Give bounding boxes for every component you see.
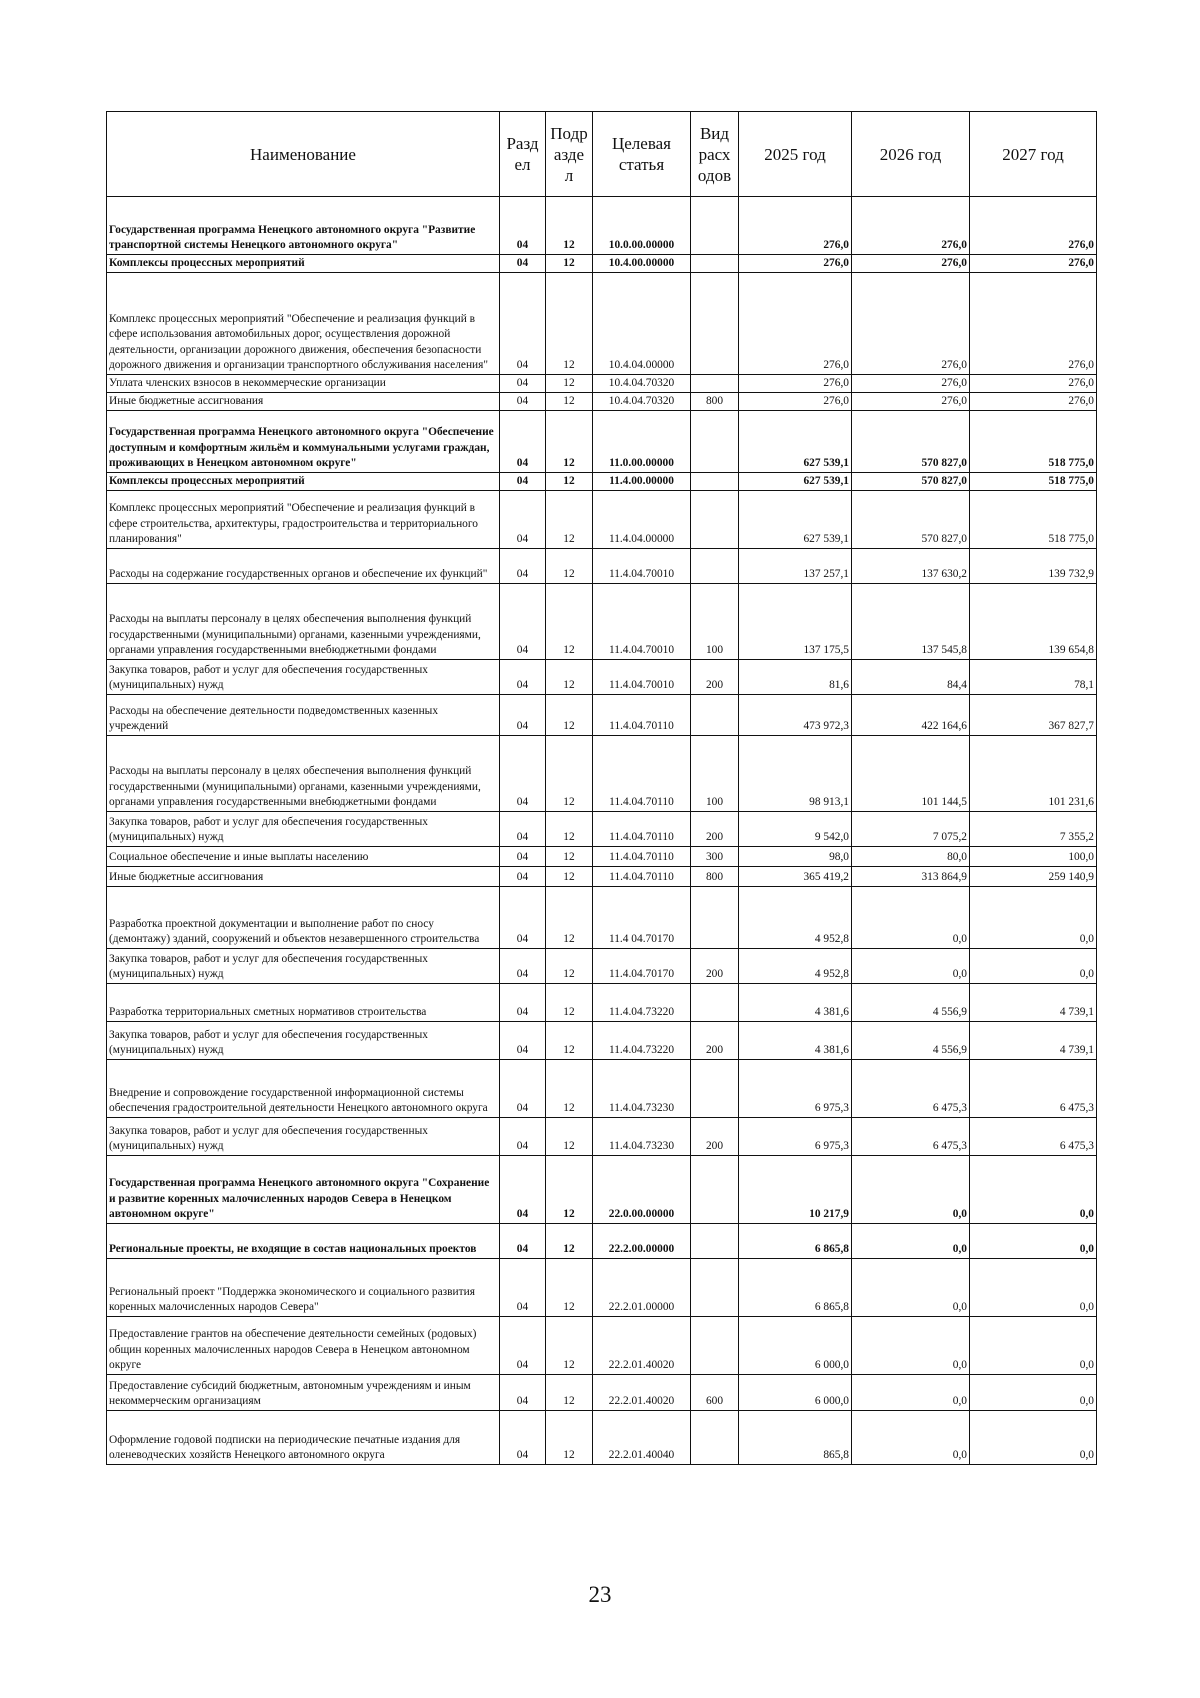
row-expense-type: 200 bbox=[691, 660, 739, 695]
row-subsection: 12 bbox=[546, 984, 593, 1022]
row-target: 11.4.04.70110 bbox=[593, 736, 691, 812]
row-section: 04 bbox=[500, 584, 546, 660]
row-expense-type bbox=[691, 1259, 739, 1317]
row-2025: 4 381,6 bbox=[739, 1022, 852, 1060]
row-target: 11.4.04.70110 bbox=[593, 695, 691, 736]
table-row bbox=[107, 1317, 1097, 1375]
row-name: Уплата членских взносов в некоммерческие организации bbox=[107, 375, 500, 393]
row-subsection: 12 bbox=[546, 584, 593, 660]
row-expense-type bbox=[691, 273, 739, 375]
row-name: Закупка товаров, работ и услуг для обеспечения государственных (муниципальных) нужд bbox=[107, 1022, 500, 1060]
row-2027: 518 775,0 bbox=[970, 491, 1097, 549]
row-subsection: 12 bbox=[546, 695, 593, 736]
row-expense-type bbox=[691, 411, 739, 473]
row-section: 04 bbox=[500, 1224, 546, 1259]
row-2027: 0,0 bbox=[970, 1375, 1097, 1411]
row-name: Расходы на содержание государственных органов и обеспечение их функций" bbox=[107, 549, 500, 584]
row-section: 04 bbox=[500, 375, 546, 393]
header-subsection: Подр азде л bbox=[546, 112, 593, 197]
row-expense-type bbox=[691, 375, 739, 393]
row-name: Комплексы процессных мероприятий bbox=[107, 255, 500, 273]
row-2026: 276,0 bbox=[852, 393, 970, 411]
row-2025: 276,0 bbox=[739, 197, 852, 255]
row-name: Региональный проект "Поддержка экономического и социального развития коренных малочисленных народов Севера" bbox=[107, 1259, 500, 1317]
row-name: Расходы на выплаты персоналу в целях обеспечения выполнения функций государственными (муниципальными) органами, казенными учреждениями, органами управления государственными внебюджетными фондами bbox=[107, 736, 500, 812]
row-expense-type: 800 bbox=[691, 393, 739, 411]
row-section: 04 bbox=[500, 867, 546, 887]
row-section: 04 bbox=[500, 473, 546, 491]
row-2026: 0,0 bbox=[852, 1224, 970, 1259]
row-2026: 0,0 bbox=[852, 887, 970, 949]
row-2026: 570 827,0 bbox=[852, 473, 970, 491]
row-subsection: 12 bbox=[546, 1060, 593, 1118]
row-section: 04 bbox=[500, 549, 546, 584]
row-2027: 0,0 bbox=[970, 1224, 1097, 1259]
row-name: Закупка товаров, работ и услуг для обеспечения государственных (муниципальных) нужд bbox=[107, 949, 500, 984]
row-section: 04 bbox=[500, 491, 546, 549]
row-section: 04 bbox=[500, 736, 546, 812]
table-row bbox=[107, 1259, 1097, 1317]
row-2027: 276,0 bbox=[970, 393, 1097, 411]
row-target: 10.0.00.00000 bbox=[593, 197, 691, 255]
row-2027: 518 775,0 bbox=[970, 411, 1097, 473]
table-row bbox=[107, 491, 1097, 549]
row-expense-type: 300 bbox=[691, 847, 739, 867]
header-2027: 2027 год bbox=[970, 112, 1097, 197]
row-section: 04 bbox=[500, 1060, 546, 1118]
row-subsection: 12 bbox=[546, 1317, 593, 1375]
row-2026: 0,0 bbox=[852, 1375, 970, 1411]
row-target: 22.2.01.40040 bbox=[593, 1411, 691, 1465]
row-name: Государственная программа Ненецкого автономного округа "Развитие транспортной системы Ненецкого автономного округа" bbox=[107, 197, 500, 255]
row-expense-type: 100 bbox=[691, 736, 739, 812]
row-expense-type: 200 bbox=[691, 1022, 739, 1060]
table-row bbox=[107, 255, 1097, 273]
row-section: 04 bbox=[500, 1375, 546, 1411]
row-2026: 7 075,2 bbox=[852, 812, 970, 847]
row-2025: 4 381,6 bbox=[739, 984, 852, 1022]
page-number: 23 bbox=[588, 1582, 612, 1607]
row-section: 04 bbox=[500, 255, 546, 273]
row-subsection: 12 bbox=[546, 812, 593, 847]
row-subsection: 12 bbox=[546, 411, 593, 473]
table-row bbox=[107, 584, 1097, 660]
row-2025: 6 975,3 bbox=[739, 1118, 852, 1156]
row-expense-type bbox=[691, 197, 739, 255]
table-row bbox=[107, 736, 1097, 812]
row-section: 04 bbox=[500, 273, 546, 375]
row-subsection: 12 bbox=[546, 255, 593, 273]
row-target: 22.2.00.00000 bbox=[593, 1224, 691, 1259]
row-target: 11.4.04.70010 bbox=[593, 549, 691, 584]
row-2025: 4 952,8 bbox=[739, 887, 852, 949]
row-expense-type bbox=[691, 1156, 739, 1224]
row-2027: 518 775,0 bbox=[970, 473, 1097, 491]
row-subsection: 12 bbox=[546, 491, 593, 549]
table-row bbox=[107, 549, 1097, 584]
row-name: Предоставление грантов на обеспечение деятельности семейных (родовых) общин коренных малочисленных народов Севера в Ненецком автономном округе bbox=[107, 1317, 500, 1375]
row-section: 04 bbox=[500, 887, 546, 949]
row-name: Оформление годовой подписки на периодические печатные издания для оленеводческих хозяйств Ненецкого автономного округа bbox=[107, 1411, 500, 1465]
row-2027: 276,0 bbox=[970, 375, 1097, 393]
row-target: 11.4.04.73220 bbox=[593, 984, 691, 1022]
header-target: Целевая статья bbox=[593, 112, 691, 197]
row-subsection: 12 bbox=[546, 473, 593, 491]
row-section: 04 bbox=[500, 1118, 546, 1156]
row-name: Региональные проекты, не входящие в состав национальных проектов bbox=[107, 1224, 500, 1259]
row-section: 04 bbox=[500, 1022, 546, 1060]
row-2025: 6 975,3 bbox=[739, 1060, 852, 1118]
row-2025: 473 972,3 bbox=[739, 695, 852, 736]
row-target: 10.4.04.00000 bbox=[593, 273, 691, 375]
row-target: 11.4.04.00000 bbox=[593, 491, 691, 549]
row-subsection: 12 bbox=[546, 393, 593, 411]
row-2026: 0,0 bbox=[852, 949, 970, 984]
row-target: 11.4.04.70010 bbox=[593, 584, 691, 660]
table-row bbox=[107, 1411, 1097, 1465]
table-row bbox=[107, 197, 1097, 255]
row-expense-type bbox=[691, 1060, 739, 1118]
row-expense-type bbox=[691, 887, 739, 949]
row-expense-type bbox=[691, 695, 739, 736]
row-2027: 276,0 bbox=[970, 197, 1097, 255]
row-target: 11.4.04.70110 bbox=[593, 847, 691, 867]
row-2027: 139 732,9 bbox=[970, 549, 1097, 584]
row-target: 11.4.04.73230 bbox=[593, 1060, 691, 1118]
row-expense-type: 600 bbox=[691, 1375, 739, 1411]
row-2027: 0,0 bbox=[970, 887, 1097, 949]
row-2025: 276,0 bbox=[739, 273, 852, 375]
row-2025: 276,0 bbox=[739, 393, 852, 411]
row-2025: 276,0 bbox=[739, 255, 852, 273]
row-2025: 6 000,0 bbox=[739, 1317, 852, 1375]
table-row bbox=[107, 375, 1097, 393]
row-2026: 276,0 bbox=[852, 375, 970, 393]
row-2027: 6 475,3 bbox=[970, 1118, 1097, 1156]
row-section: 04 bbox=[500, 1156, 546, 1224]
row-subsection: 12 bbox=[546, 1259, 593, 1317]
row-target: 11.4.04.73230 bbox=[593, 1118, 691, 1156]
row-subsection: 12 bbox=[546, 949, 593, 984]
row-2026: 313 864,9 bbox=[852, 867, 970, 887]
row-expense-type: 200 bbox=[691, 949, 739, 984]
row-subsection: 12 bbox=[546, 1224, 593, 1259]
row-2027: 0,0 bbox=[970, 949, 1097, 984]
table-body bbox=[107, 197, 1097, 1465]
row-subsection: 12 bbox=[546, 1118, 593, 1156]
table-row bbox=[107, 847, 1097, 867]
row-2026: 80,0 bbox=[852, 847, 970, 867]
row-2025: 365 419,2 bbox=[739, 867, 852, 887]
row-target: 11.4.04.70170 bbox=[593, 949, 691, 984]
row-2026: 137 545,8 bbox=[852, 584, 970, 660]
header-2025: 2025 год bbox=[739, 112, 852, 197]
table-row bbox=[107, 1224, 1097, 1259]
row-target: 11.4.04.70110 bbox=[593, 812, 691, 847]
row-name: Комплекс процессных мероприятий "Обеспечение и реализация функций в сфере строительства, архитектуры, градостроительства и территориального планирования" bbox=[107, 491, 500, 549]
row-2027: 139 654,8 bbox=[970, 584, 1097, 660]
row-subsection: 12 bbox=[546, 1411, 593, 1465]
row-section: 04 bbox=[500, 660, 546, 695]
row-expense-type bbox=[691, 549, 739, 584]
row-target: 22.2.01.40020 bbox=[593, 1317, 691, 1375]
header-expense-type: Вид расх одов bbox=[691, 112, 739, 197]
table-row bbox=[107, 273, 1097, 375]
row-2025: 98 913,1 bbox=[739, 736, 852, 812]
row-2026: 6 475,3 bbox=[852, 1060, 970, 1118]
row-2027: 367 827,7 bbox=[970, 695, 1097, 736]
row-name: Разработка проектной документации и выполнение работ по сносу (демонтажу) зданий, сооружений и объектов незавершенного строительства bbox=[107, 887, 500, 949]
row-2026: 0,0 bbox=[852, 1259, 970, 1317]
row-subsection: 12 bbox=[546, 847, 593, 867]
row-subsection: 12 bbox=[546, 887, 593, 949]
row-name: Государственная программа Ненецкого автономного округа "Сохранение и развитие коренных малочисленных народов Севера в Ненецком автономном округе" bbox=[107, 1156, 500, 1224]
row-2025: 4 952,8 bbox=[739, 949, 852, 984]
row-name: Внедрение и сопровождение государственной информационной системы обеспечения градостроительной деятельности Ненецкого автономного округа bbox=[107, 1060, 500, 1118]
row-2027: 101 231,6 bbox=[970, 736, 1097, 812]
row-2025: 9 542,0 bbox=[739, 812, 852, 847]
row-expense-type: 100 bbox=[691, 584, 739, 660]
row-2025: 6 865,8 bbox=[739, 1259, 852, 1317]
row-name: Предоставление субсидий бюджетным, автономным учреждениям и иным некоммерческим организациям bbox=[107, 1375, 500, 1411]
row-section: 04 bbox=[500, 812, 546, 847]
row-subsection: 12 bbox=[546, 273, 593, 375]
row-target: 11.4.00.00000 bbox=[593, 473, 691, 491]
row-expense-type bbox=[691, 1317, 739, 1375]
row-2027: 4 739,1 bbox=[970, 1022, 1097, 1060]
row-target: 10.4.04.70320 bbox=[593, 375, 691, 393]
row-2026: 276,0 bbox=[852, 255, 970, 273]
row-2027: 0,0 bbox=[970, 1411, 1097, 1465]
row-2026: 4 556,9 bbox=[852, 1022, 970, 1060]
row-2026: 422 164,6 bbox=[852, 695, 970, 736]
row-2026: 0,0 bbox=[852, 1317, 970, 1375]
row-2025: 81,6 bbox=[739, 660, 852, 695]
row-target: 11.0.00.00000 bbox=[593, 411, 691, 473]
row-2027: 6 475,3 bbox=[970, 1060, 1097, 1118]
table-row bbox=[107, 695, 1097, 736]
row-2027: 100,0 bbox=[970, 847, 1097, 867]
row-2026: 570 827,0 bbox=[852, 411, 970, 473]
row-target: 11.4 04.70170 bbox=[593, 887, 691, 949]
row-2027: 4 739,1 bbox=[970, 984, 1097, 1022]
row-section: 04 bbox=[500, 1411, 546, 1465]
row-expense-type: 200 bbox=[691, 1118, 739, 1156]
row-2025: 276,0 bbox=[739, 375, 852, 393]
row-section: 04 bbox=[500, 847, 546, 867]
row-expense-type bbox=[691, 491, 739, 549]
row-2027: 78,1 bbox=[970, 660, 1097, 695]
row-expense-type: 200 bbox=[691, 812, 739, 847]
row-2027: 276,0 bbox=[970, 273, 1097, 375]
row-section: 04 bbox=[500, 197, 546, 255]
row-name: Расходы на выплаты персоналу в целях обеспечения выполнения функций государственными (муниципальными) органами, казенными учреждениями, органами управления государственными внебюджетными фондами bbox=[107, 584, 500, 660]
row-2027: 7 355,2 bbox=[970, 812, 1097, 847]
table-row bbox=[107, 393, 1097, 411]
row-target: 11.4.04.70110 bbox=[593, 867, 691, 887]
row-2025: 137 175,5 bbox=[739, 584, 852, 660]
row-2026: 6 475,3 bbox=[852, 1118, 970, 1156]
row-name: Закупка товаров, работ и услуг для обеспечения государственных (муниципальных) нужд bbox=[107, 660, 500, 695]
row-target: 22.2.01.40020 bbox=[593, 1375, 691, 1411]
row-name: Закупка товаров, работ и услуг для обеспечения государственных (муниципальных) нужд bbox=[107, 1118, 500, 1156]
row-section: 04 bbox=[500, 393, 546, 411]
row-expense-type bbox=[691, 1224, 739, 1259]
row-section: 04 bbox=[500, 1317, 546, 1375]
header-2026: 2026 год bbox=[852, 112, 970, 197]
row-name: Расходы на обеспечение деятельности подведомственных казенных учреждений bbox=[107, 695, 500, 736]
row-name: Комплекс процессных мероприятий "Обеспечение и реализация функций в сфере использования автомобильных дорог, осуществления дорожной деятельности, организации дорожного движения, обеспечения безопасности дорожного движения и организации транспортного обслуживания населения" bbox=[107, 273, 500, 375]
row-2025: 627 539,1 bbox=[739, 473, 852, 491]
row-subsection: 12 bbox=[546, 549, 593, 584]
row-subsection: 12 bbox=[546, 1156, 593, 1224]
row-2027: 0,0 bbox=[970, 1156, 1097, 1224]
row-target: 10.4.00.00000 bbox=[593, 255, 691, 273]
row-name: Иные бюджетные ассигнования bbox=[107, 867, 500, 887]
table-row bbox=[107, 1118, 1097, 1156]
row-expense-type bbox=[691, 1411, 739, 1465]
row-2025: 10 217,9 bbox=[739, 1156, 852, 1224]
table-row bbox=[107, 1060, 1097, 1118]
row-subsection: 12 bbox=[546, 867, 593, 887]
row-expense-type: 800 bbox=[691, 867, 739, 887]
row-2026: 0,0 bbox=[852, 1411, 970, 1465]
budget-table bbox=[106, 111, 1097, 1465]
table-row bbox=[107, 984, 1097, 1022]
row-2026: 4 556,9 bbox=[852, 984, 970, 1022]
row-name: Иные бюджетные ассигнования bbox=[107, 393, 500, 411]
row-subsection: 12 bbox=[546, 1022, 593, 1060]
row-section: 04 bbox=[500, 695, 546, 736]
table-row bbox=[107, 411, 1097, 473]
row-2027: 259 140,9 bbox=[970, 867, 1097, 887]
row-subsection: 12 bbox=[546, 1375, 593, 1411]
row-subsection: 12 bbox=[546, 736, 593, 812]
row-expense-type bbox=[691, 473, 739, 491]
header-row bbox=[107, 112, 1097, 197]
table-row bbox=[107, 1022, 1097, 1060]
row-2025: 6 865,8 bbox=[739, 1224, 852, 1259]
row-name: Комплексы процессных мероприятий bbox=[107, 473, 500, 491]
row-2026: 101 144,5 bbox=[852, 736, 970, 812]
row-section: 04 bbox=[500, 1259, 546, 1317]
row-name: Социальное обеспечение и иные выплаты населению bbox=[107, 847, 500, 867]
row-2026: 276,0 bbox=[852, 197, 970, 255]
row-expense-type bbox=[691, 984, 739, 1022]
table-row bbox=[107, 887, 1097, 949]
row-target: 22.2.01.00000 bbox=[593, 1259, 691, 1317]
table-row bbox=[107, 812, 1097, 847]
row-subsection: 12 bbox=[546, 375, 593, 393]
row-subsection: 12 bbox=[546, 197, 593, 255]
row-target: 11.4.04.73220 bbox=[593, 1022, 691, 1060]
table-row bbox=[107, 473, 1097, 491]
row-2027: 276,0 bbox=[970, 255, 1097, 273]
row-section: 04 bbox=[500, 984, 546, 1022]
row-2025: 627 539,1 bbox=[739, 411, 852, 473]
table-row bbox=[107, 949, 1097, 984]
header-name: Наименование bbox=[107, 112, 500, 197]
row-2025: 865,8 bbox=[739, 1411, 852, 1465]
row-target: 10.4.04.70320 bbox=[593, 393, 691, 411]
row-2025: 627 539,1 bbox=[739, 491, 852, 549]
row-2026: 84,4 bbox=[852, 660, 970, 695]
row-name: Закупка товаров, работ и услуг для обеспечения государственных (муниципальных) нужд bbox=[107, 812, 500, 847]
row-2025: 137 257,1 bbox=[739, 549, 852, 584]
row-name: Разработка территориальных сметных нормативов строительства bbox=[107, 984, 500, 1022]
table-row bbox=[107, 1375, 1097, 1411]
table-row bbox=[107, 660, 1097, 695]
row-expense-type bbox=[691, 255, 739, 273]
row-name: Государственная программа Ненецкого автономного округа "Обеспечение доступным и комфортным жильём и коммунальными услугами граждан, проживающих в Ненецком автономном округе" bbox=[107, 411, 500, 473]
header-section: Разд ел bbox=[500, 112, 546, 197]
row-2025: 6 000,0 bbox=[739, 1375, 852, 1411]
row-2026: 570 827,0 bbox=[852, 491, 970, 549]
row-2025: 98,0 bbox=[739, 847, 852, 867]
row-2026: 276,0 bbox=[852, 273, 970, 375]
row-target: 22.0.00.00000 bbox=[593, 1156, 691, 1224]
row-subsection: 12 bbox=[546, 660, 593, 695]
row-2026: 137 630,2 bbox=[852, 549, 970, 584]
row-2026: 0,0 bbox=[852, 1156, 970, 1224]
row-2027: 0,0 bbox=[970, 1317, 1097, 1375]
row-section: 04 bbox=[500, 411, 546, 473]
row-2027: 0,0 bbox=[970, 1259, 1097, 1317]
table-row bbox=[107, 1156, 1097, 1224]
row-section: 04 bbox=[500, 949, 546, 984]
table-row bbox=[107, 867, 1097, 887]
row-target: 11.4.04.70010 bbox=[593, 660, 691, 695]
